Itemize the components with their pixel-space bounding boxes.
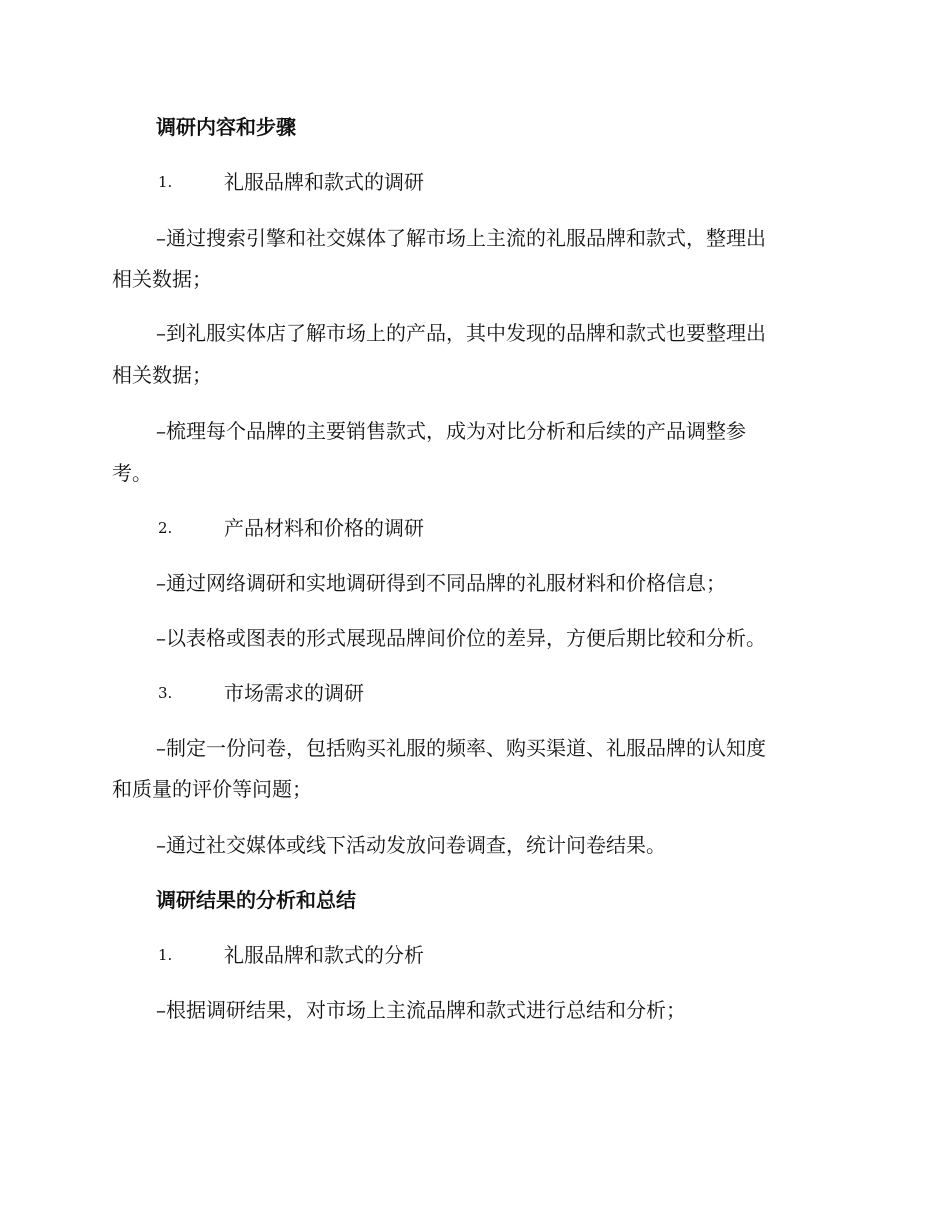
bullet-line: –到礼服实体店了解市场上的产品，其中发现的品牌和款式也要整理出 bbox=[156, 321, 766, 345]
bullet-line: –通过搜索引擎和社交媒体了解市场上主流的礼服品牌和款式，整理出 bbox=[156, 226, 766, 250]
item-title: 礼服品牌和款式的分析 bbox=[224, 943, 424, 967]
section-heading: 调研内容和步骤 bbox=[156, 115, 296, 139]
bullet-line: –通过社交媒体或线下活动发放问卷调查，统计问卷结果。 bbox=[156, 833, 666, 857]
item-title: 市场需求的调研 bbox=[224, 681, 364, 705]
bullet-line: –根据调研结果，对市场上主流品牌和款式进行总结和分析； bbox=[156, 998, 686, 1022]
bullet-line: –制定一份问卷，包括购买礼服的频率、购买渠道、礼服品牌的认知度 bbox=[156, 736, 766, 760]
bullet-line: –通过网络调研和实地调研得到不同品牌的礼服材料和价格信息； bbox=[156, 571, 726, 595]
bullet-line-continued: 和质量的评价等问题； bbox=[112, 777, 312, 801]
item-number: 3. bbox=[158, 684, 173, 702]
item-title: 产品材料和价格的调研 bbox=[224, 516, 424, 540]
item-title: 礼服品牌和款式的调研 bbox=[224, 170, 424, 194]
bullet-line-continued: 考。 bbox=[112, 461, 152, 485]
bullet-line-continued: 相关数据； bbox=[112, 267, 212, 291]
item-number: 1. bbox=[158, 946, 173, 964]
item-number: 2. bbox=[158, 519, 173, 537]
bullet-line-continued: 相关数据； bbox=[112, 363, 212, 387]
item-number: 1. bbox=[158, 173, 173, 191]
section-heading: 调研结果的分析和总结 bbox=[156, 888, 356, 912]
bullet-line: –梳理每个品牌的主要销售款式，成为对比分析和后续的产品调整参 bbox=[156, 419, 746, 443]
bullet-line: –以表格或图表的形式展现品牌间价位的差异，方便后期比较和分析。 bbox=[156, 626, 766, 650]
